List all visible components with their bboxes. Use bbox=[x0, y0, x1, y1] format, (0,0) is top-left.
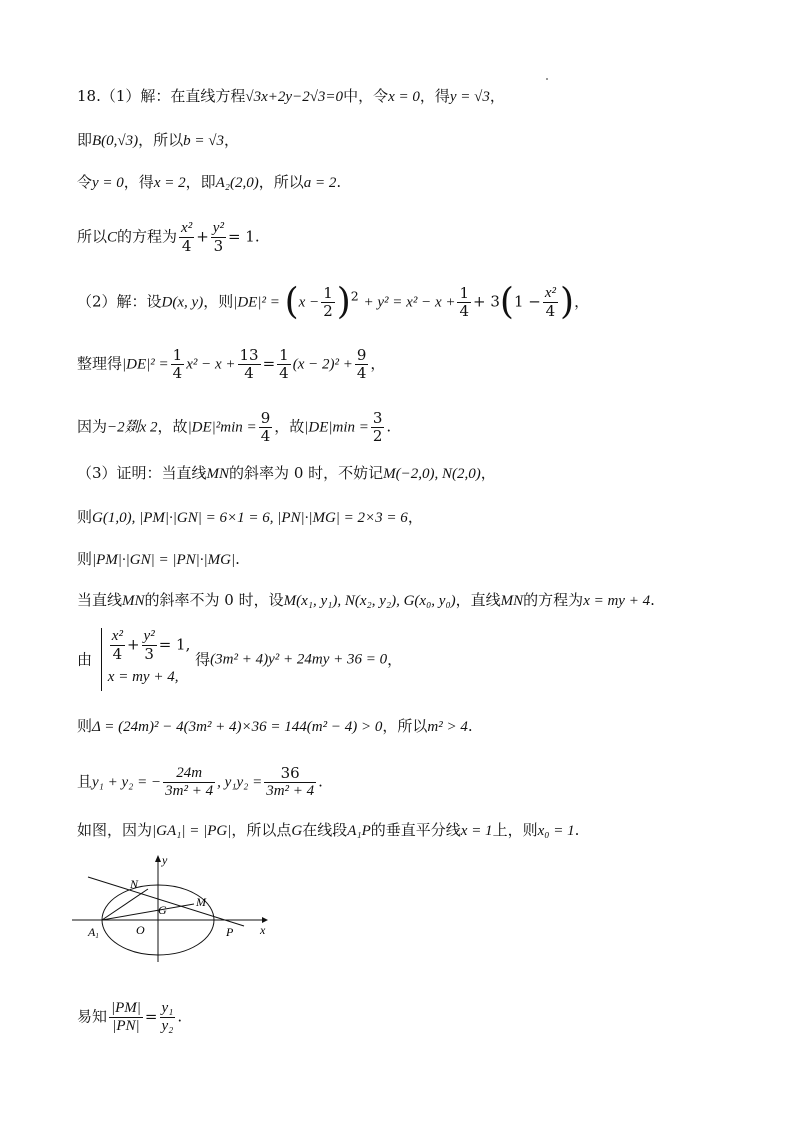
segment-a1-n bbox=[102, 889, 148, 920]
segment-a1-m bbox=[102, 904, 194, 920]
fraction: $\frac{1}{4}$ bbox=[459, 284, 470, 320]
ellipse-figure bbox=[70, 852, 270, 972]
fraction: $\frac{1}{2}$ bbox=[323, 284, 333, 320]
line-16: 易知 $\frac{|PM|}{|PN|}$ = $\frac{\text{y₁}}{\text{y₂}}$ . bbox=[77, 1000, 183, 1034]
line-15: 如图，因为|GA₁| = |PG|，所以点G在线段A₁P的垂直平分线x = 1上，则x₀ = 1. bbox=[77, 821, 580, 839]
line-3: 令y = 0，得x = 2，即A₂(2,0)，所以a = 2. bbox=[77, 173, 342, 191]
fraction: $\frac{1}{4}$ bbox=[279, 346, 289, 382]
line-10: 则|PM|·|GN| = |PN|·|MG|. bbox=[77, 550, 240, 568]
fraction: $\frac{36}{\text{3m² + 4}}$ bbox=[266, 764, 315, 799]
y-axis-arrow bbox=[155, 855, 161, 862]
fraction: $\frac{|PM|}{|PN|}$ bbox=[111, 1000, 141, 1034]
label-n: N bbox=[130, 877, 139, 891]
label-y: y bbox=[162, 853, 168, 867]
fraction: $\frac{9}{4}$ bbox=[356, 346, 367, 382]
line-1: 18.（1）解：在直线方程√3x+2y−2√3=0中，令x = 0，得y = √3， bbox=[77, 87, 505, 105]
label-p: P bbox=[226, 925, 234, 939]
line-7: 因为−2剟x 2，故|DE|²min = $\frac{9}{4}$ ，故|DE|min = $\frac{3}{2}$ . bbox=[77, 409, 392, 445]
fraction: $\frac{\text{y₁}}{\text{y₂}}$ bbox=[161, 1000, 174, 1034]
label-o: O bbox=[136, 923, 145, 937]
fraction: $\frac{24m}{\text{3m² + 4}}$ bbox=[165, 765, 214, 799]
line-6: 整理得|DE|² = $\frac{1}{4}$ x² − x + $\frac{13}{4}$ = $\frac{1}{4}$ (x − 2)² + $\frac{9}{4}$ ， bbox=[77, 346, 386, 382]
line-9: 则G(1,0), |PM|·|GN| = 6×1 = 6, |PN|·|MG| = 2×3 = 6， bbox=[77, 508, 423, 526]
equation-system: $\frac{\text{x²}}{4}$ + $\frac{\text{y²}}{3}$ = 1, x = my + 4, bbox=[101, 628, 191, 691]
line-4: 所以C的方程为 $\frac{\text{x²}}{4}$ + $\frac{\text{y²}}{3}$ = 1. bbox=[77, 220, 260, 255]
fraction: $\frac{\text{y²}}{3}$ bbox=[212, 220, 224, 255]
fraction: $\frac{9}{4}$ bbox=[260, 409, 271, 445]
fraction: $\frac{1}{4}$ bbox=[172, 346, 183, 382]
fraction: $\frac{\text{x²}}{4}$ bbox=[181, 220, 193, 255]
line-12: 由 $\frac{\text{x²}}{4}$ + $\frac{\text{y²}}{3}$ = 1, x = my + 4, 得(3m² + 4)y² + 24my + 36 = 0， bbox=[77, 628, 402, 691]
line-8: （3）证明：当直线MN的斜率为 0 时，不妨记M(−2,0), N(2,0)， bbox=[77, 464, 496, 482]
fraction: $\frac{3}{2}$ bbox=[372, 409, 383, 445]
label-m: M bbox=[196, 895, 206, 909]
line-2: 即B(0,√3)，所以b = √3， bbox=[77, 131, 240, 149]
speck bbox=[546, 78, 548, 80]
label-a: A1 bbox=[88, 925, 99, 940]
line-11: 当直线MN的斜率不为 0 时，设M(x₁, y₁), N(x₂, y₂), G(x₀, y₀)，直线MN的方程为x = my + 4. bbox=[77, 591, 655, 609]
label-x: x bbox=[260, 923, 266, 937]
line-14: 且y₁ + y₂ = − $\frac{24m}{\text{3m² + 4}}$ , y₁y₂ = $\frac{36}{\text{3m² + 4}}$ . bbox=[77, 764, 323, 799]
line-5: （2）解：设D(x, y)，则|DE|² = (x − $\frac{1}{2}$ )$^2$ + y² = x² − x + $\frac{1}{4}$ + 3(1 − $\frac{\text{x²}}{4}$ )， bbox=[77, 281, 590, 323]
fraction: $\frac{\text{x²}}{4}$ bbox=[544, 285, 557, 320]
line-13: 则Δ = (24m)² − 4(3m² + 4)×36 = 144(m² − 4) > 0，所以m² > 4. bbox=[77, 717, 473, 735]
fraction: $\frac{13}{4}$ bbox=[239, 346, 259, 382]
label-g: G bbox=[158, 903, 167, 917]
line-eq: √3x+2y−2√3=0 bbox=[245, 89, 344, 105]
